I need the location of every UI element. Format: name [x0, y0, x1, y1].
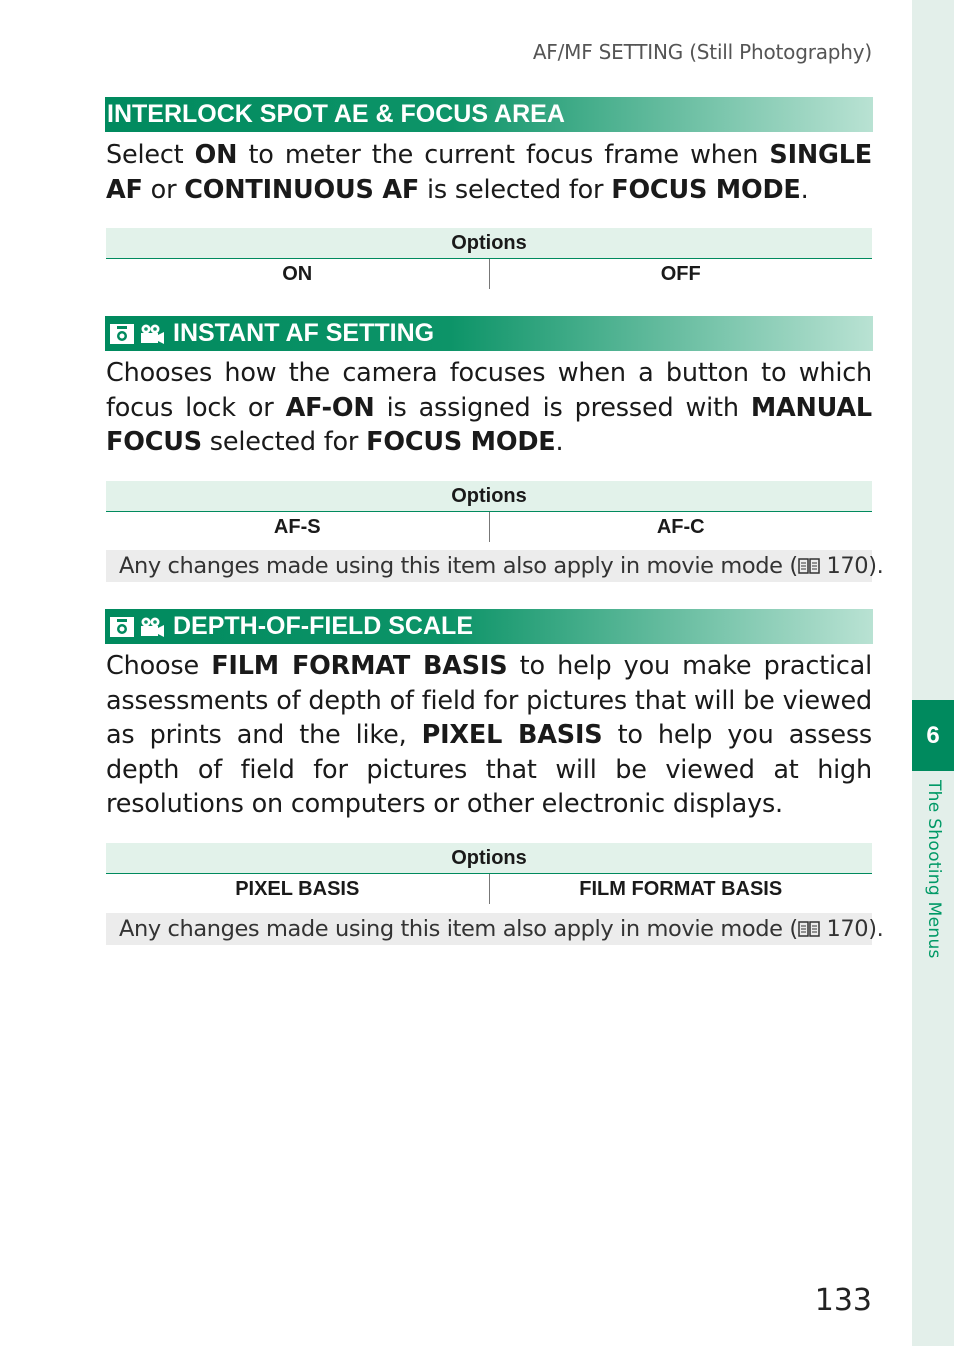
movie-camera-icon: [139, 616, 165, 638]
option-af-s: AF-S: [273, 515, 321, 538]
option-film-format-basis: FILM FORMAT BASIS: [489, 874, 873, 904]
body-emphasis: PIXEL BASIS: [421, 720, 603, 750]
page-reference-book-icon: [798, 920, 820, 938]
chapter-side-tab: [912, 0, 954, 1346]
body-run: .: [800, 174, 809, 205]
section-title-text: INSTANT AF SETTING: [173, 319, 435, 347]
section-mode-icons: [109, 616, 165, 638]
body-run: is selected for: [419, 174, 612, 205]
section-title-text: INTERLOCK SPOT AE & FOCUS AREA: [107, 100, 565, 128]
body-run: to meter the current focus frame when: [237, 140, 770, 170]
body-run: Choose: [106, 651, 212, 681]
section-title-instant-af: [105, 316, 873, 351]
section-body-interlock: [106, 138, 872, 207]
body-run: to help you make practical assessments of depth of field for pictures that will be viewed as prints and the like,: [106, 651, 872, 750]
options-table-interlock: [106, 228, 872, 289]
movie-camera-icon: [139, 323, 165, 345]
page-reference[interactable]: 170: [819, 916, 869, 942]
options-header: Options: [106, 228, 872, 259]
body-emphasis: FILM FORMAT BASIS: [211, 651, 508, 681]
body-run: to help you assess depth of field for pictures that will be viewed at high resolutions on computers or other electronic displays.: [106, 720, 872, 819]
option-af-c: AF-C: [489, 512, 873, 542]
body-run: Chooses how the camera focuses when a button to which focus lock or: [106, 358, 872, 423]
section-mode-icons: [109, 323, 165, 345]
section-title-interlock: [105, 97, 873, 132]
option-on: ON: [282, 262, 313, 285]
section-title-text: DEPTH-OF-FIELD SCALE: [173, 612, 473, 640]
note-text: Any changes made using this item also apply in movie mode ( 170).: [119, 553, 884, 579]
still-camera-icon: [109, 323, 135, 345]
section-title-dof-scale: [105, 609, 873, 644]
body-emphasis: AF-ON: [285, 392, 375, 423]
body-run: .: [555, 427, 564, 457]
note-instant-af: [106, 550, 884, 582]
body-emphasis: FOCUS MODE: [611, 174, 801, 205]
options-table-dof-scale: [106, 843, 872, 904]
body-emphasis: MANUAL FOCUS: [106, 392, 872, 457]
page-number: 133: [814, 1283, 872, 1318]
section-body-instant-af: [106, 356, 872, 460]
option-off: OFF: [489, 259, 873, 289]
body-run: Select: [106, 140, 195, 170]
running-header: AF/MF SETTING (Still Photography): [532, 40, 872, 64]
option-pixel-basis: PIXEL BASIS: [235, 877, 360, 900]
options-table-instant-af: [106, 481, 872, 542]
options-header: Options: [106, 843, 872, 874]
body-run: is assigned is pressed with: [374, 392, 751, 423]
body-emphasis: FOCUS MODE: [366, 427, 556, 457]
body-emphasis: ON: [194, 140, 238, 170]
page-reference-book-icon: [798, 557, 820, 575]
page-reference[interactable]: 170: [819, 553, 869, 579]
note-dof-scale: [106, 913, 884, 945]
section-body-dof-scale: [106, 649, 872, 822]
body-emphasis: SINGLE AF: [106, 140, 872, 205]
body-run: or: [142, 174, 185, 205]
note-text: Any changes made using this item also apply in movie mode ( 170).: [119, 916, 884, 942]
options-header: Options: [106, 481, 872, 512]
still-camera-icon: [109, 616, 135, 638]
chapter-label[interactable]: The Shooting Menus: [924, 780, 944, 959]
body-run: selected for: [201, 427, 367, 457]
chapter-number[interactable]: 6: [912, 700, 954, 771]
body-emphasis: CONTINUOUS AF: [184, 174, 420, 205]
